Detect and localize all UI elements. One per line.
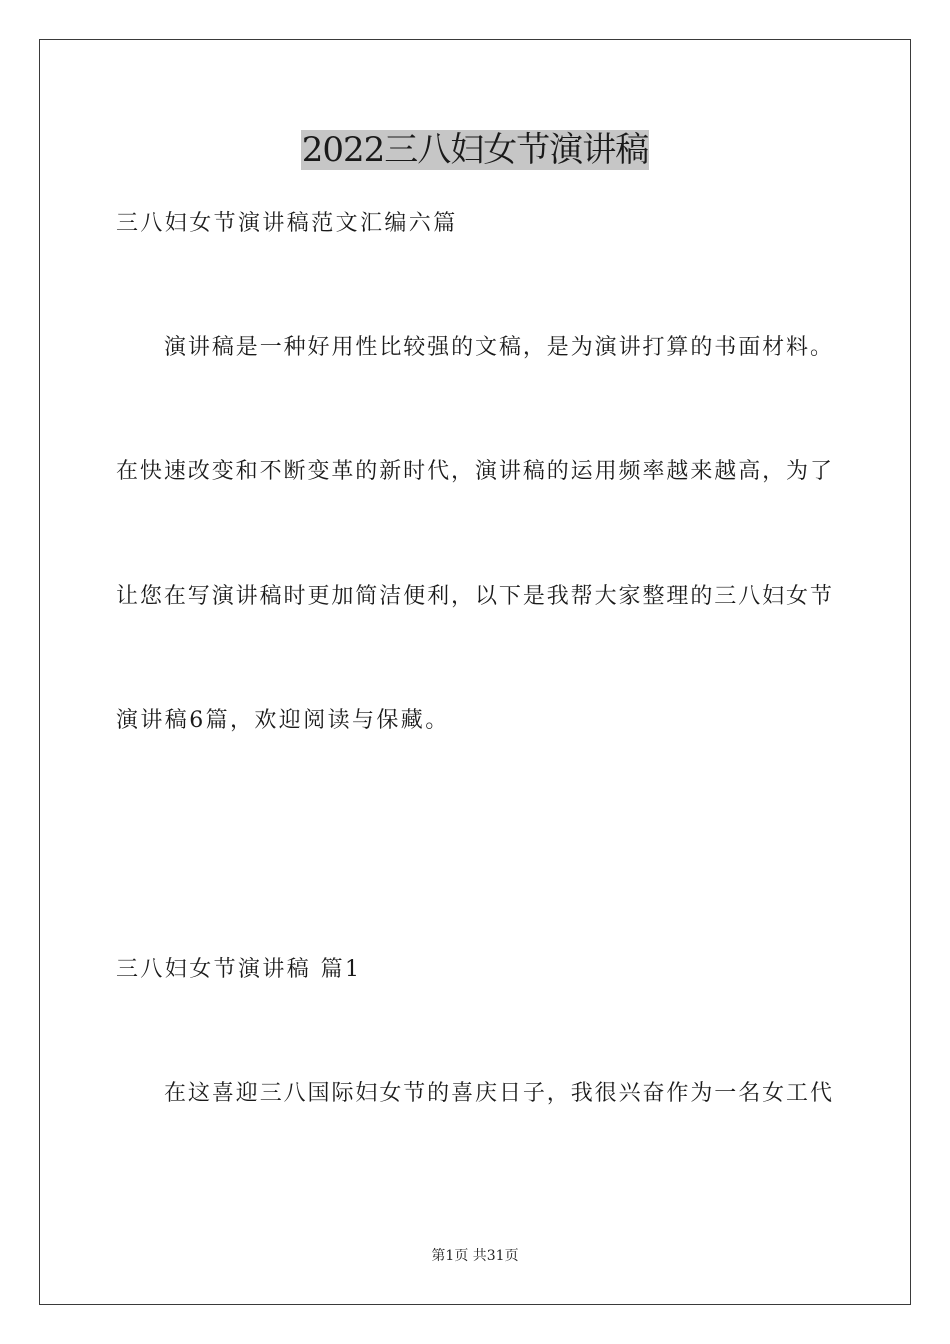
section-first-line: 在这喜迎三八国际妇女节的喜庆日子，我很兴奋作为一名女工代 (164, 1081, 832, 1106)
document-title (0, 128, 950, 172)
document-title-text: 2022三八妇女节演讲稿 (301, 130, 649, 170)
intro-line-3: 让您在写演讲稿时更加简洁便利，以下是我帮大家整理的三八妇女节 (116, 584, 832, 609)
intro-line-1: 演讲稿是一种好用性比较强的文稿，是为演讲打算的书面材料。 (164, 335, 832, 360)
intro-line-2: 在快速改变和不断变革的新时代，演讲稿的运用频率越来越高，为了 (116, 459, 832, 484)
page-footer: 第1页 共31页 (431, 1248, 519, 1264)
intro-line-4: 演讲稿6篇，欢迎阅读与保藏。 (116, 708, 450, 733)
section-heading: 三八妇女节演讲稿 篇1 (116, 957, 362, 982)
document-subtitle: 三八妇女节演讲稿范文汇编六篇 (116, 211, 458, 236)
